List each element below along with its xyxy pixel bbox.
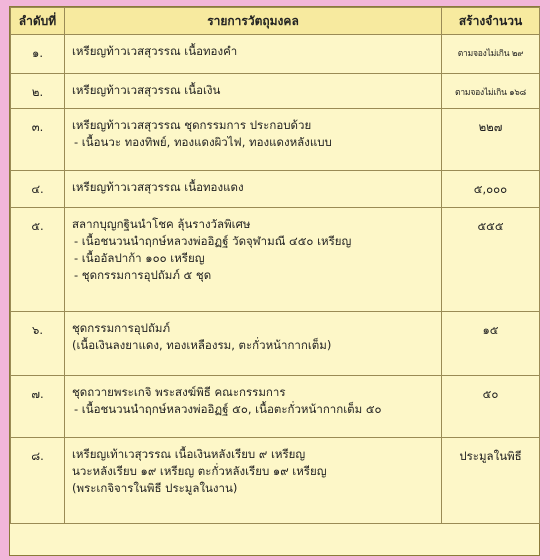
item-line: นวะหลังเรียบ ๑๙ เหรียญ ตะกั่วหลังเรียบ ๑๙ เหรียญ [72, 464, 327, 478]
header-no: ลำดับที่ [11, 8, 65, 35]
row-item [65, 312, 442, 376]
row-number: ๗. [11, 376, 65, 438]
row-number: ๒. [11, 74, 65, 109]
row-item [65, 74, 442, 109]
row-qty: ๕๕๕ [442, 208, 540, 312]
table-row [11, 438, 540, 524]
row-number: ๖. [11, 312, 65, 376]
table-row [11, 35, 540, 74]
header-item: รายการวัตถุมงคล [65, 8, 442, 35]
item-line: ชุดถวายพระเกจิ พระสงฆ์พิธี คณะกรรมการ [72, 385, 286, 399]
item-line: - ชุดกรรมการอุปถัมภ์ ๕ ชุด [74, 268, 212, 282]
row-qty: ตามจองไม่เกิน ๒๙ [442, 35, 540, 74]
row-qty: ๕๐ [442, 376, 540, 438]
table-row [11, 376, 540, 438]
item-line: สลากบุญกฐินนำโชค ลุ้นรางวัลพิเศษ [72, 217, 251, 231]
item-line: เหรียญท้าวเวสสุวรรณ เนื้อเงิน [72, 83, 221, 97]
table-row [11, 208, 540, 312]
row-number: ๔. [11, 171, 65, 208]
row-qty: ตามจองไม่เกิน ๑๖๘ [442, 74, 540, 109]
item-line: - เนื้อชนวนนำฤกษ์หลวงพ่ออิฏฐ์ ๕๐, เนื้อตะกั่วหน้ากากเต็ม ๕๐ [74, 402, 382, 416]
table-row [11, 74, 540, 109]
table-row [11, 312, 540, 376]
items-table-panel [9, 6, 540, 556]
item-line: - เนื้อนวะ ทองทิพย์, ทองแดงผิวไฟ, ทองแดงหลังแบบ [74, 135, 332, 149]
item-line: ชุดกรรมการอุปถัมภ์ [72, 321, 171, 335]
item-line: เหรียญท้าวเวสสุวรรณ เนื้อทองแดง [72, 180, 244, 194]
row-number: ๕. [11, 208, 65, 312]
item-line: เหรียญเท้าเวสุวรรณ เนื้อเงินหลังเรียบ ๙ เหรียญ [72, 447, 306, 461]
row-item [65, 109, 442, 171]
table-header-row [11, 8, 540, 35]
table-row [11, 171, 540, 208]
item-line: (เนื้อเงินลงยาแดง, ทองเหลืองรม, ตะกั่วหน้ากากเต็ม) [72, 338, 332, 352]
row-qty: ๕,๐๐๐ [442, 171, 540, 208]
row-item [65, 35, 442, 74]
row-number: ๑. [11, 35, 65, 74]
table-row [11, 109, 540, 171]
row-item [65, 438, 442, 524]
item-line: เหรียญท้าวเวสสุวรรณ เนื้อทองคำ [72, 44, 238, 58]
item-line: - เนื้ออัลปาก้า ๑๐๐ เหรียญ [74, 251, 205, 265]
row-qty: ๒๒๗ [442, 109, 540, 171]
item-line: เหรียญท้าวเวสสุวรรณ ชุดกรรมการ ประกอบด้วย [72, 118, 312, 132]
item-line: (พระเกจิจารในพิธี ประมูลในงาน) [72, 481, 238, 495]
row-item [65, 171, 442, 208]
row-item [65, 376, 442, 438]
items-table [10, 7, 540, 524]
row-item [65, 208, 442, 312]
row-number: ๓. [11, 109, 65, 171]
row-number: ๘. [11, 438, 65, 524]
item-line: - เนื้อชนวนนำฤกษ์หลวงพ่ออิฏฐ์ วัดจุฬามณี ๔๕๐ เหรียญ [74, 234, 352, 248]
header-qty: สร้างจำนวน [442, 8, 540, 35]
row-qty: ประมูลในพิธี [442, 438, 540, 524]
row-qty: ๑๕ [442, 312, 540, 376]
